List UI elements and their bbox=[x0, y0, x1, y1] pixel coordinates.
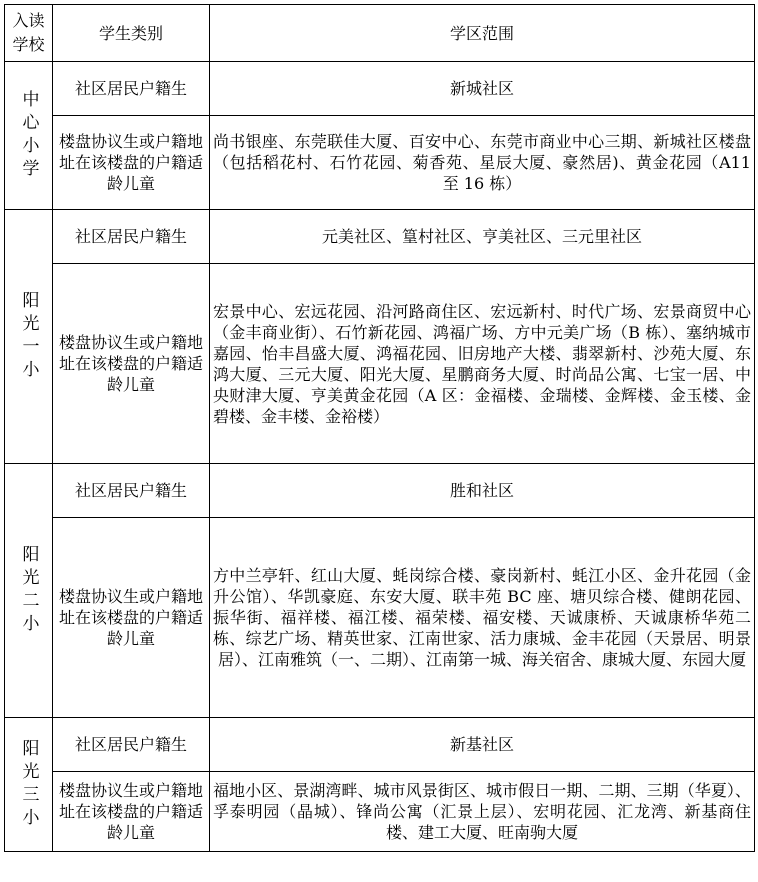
school-name: 阳光一小 bbox=[18, 290, 39, 383]
table-row bbox=[5, 210, 755, 264]
table-row bbox=[5, 772, 755, 852]
category-cell: 社区居民户籍生 bbox=[53, 62, 210, 116]
range-cell: 胜和社区 bbox=[210, 464, 755, 518]
table-row bbox=[5, 62, 755, 116]
category-cell: 楼盘协议生或户籍地址在该楼盘的户籍适龄儿童 bbox=[53, 772, 210, 852]
category-cell: 楼盘协议生或户籍地址在该楼盘的户籍适龄儿童 bbox=[53, 264, 210, 464]
table-row bbox=[5, 464, 755, 518]
range-cell: 新城社区 bbox=[210, 62, 755, 116]
school-name: 中心小学 bbox=[18, 89, 39, 182]
table-row bbox=[5, 264, 755, 464]
category-cell: 楼盘协议生或户籍地址在该楼盘的户籍适龄儿童 bbox=[53, 116, 210, 210]
table-row bbox=[5, 718, 755, 772]
header-category: 学生类别 bbox=[53, 5, 210, 62]
range-cell: 元美社区、篁村社区、亨美社区、三元里社区 bbox=[210, 210, 755, 264]
table-row bbox=[5, 116, 755, 210]
table-header-row bbox=[5, 5, 755, 62]
header-school: 入读学校 bbox=[5, 5, 53, 62]
school-name-cell bbox=[5, 210, 53, 464]
range-cell: 方中兰亭轩、红山大厦、蚝岗综合楼、豪岗新村、蚝江小区、金升花园（金升公馆）、华凯豪庭、东安大厦、联丰苑 BC 座、塘贝综合楼、健朗花园、振华街、福祥楼、福江楼、福荣楼、福安楼、天诚康桥、天诚康桥华苑二栋、综艺广场、精英世家、江南世家、活力康城、金丰花园（天景居、明景居）、江南雅筑（一、二期）、江南第一城、海关宿舍、康城大厦、东园大厦 bbox=[210, 518, 755, 718]
school-name-cell bbox=[5, 62, 53, 210]
school-name-cell bbox=[5, 464, 53, 718]
category-cell: 楼盘协议生或户籍地址在该楼盘的户籍适龄儿童 bbox=[53, 518, 210, 718]
school-district-table bbox=[4, 4, 755, 852]
range-cell: 宏景中心、宏远花园、沿河路商住区、宏远新村、时代广场、宏景商贸中心（金丰商业街）、石竹新花园、鸿福广场、方中元美广场（B 栋）、塞纳城市嘉园、怡丰昌盛大厦、鸿福花园、旧房地产大楼、翡翠新村、沙苑大厦、东鸿大厦、三元大厦、阳光大厦、星鹏商务大厦、时尚品公寓、七宝一居、中央财津大厦、亨美黄金花园（A 区：金福楼、金瑞楼、金辉楼、金玉楼、金碧楼、金丰楼、金裕楼） bbox=[210, 264, 755, 464]
school-name-cell bbox=[5, 718, 53, 852]
school-name: 阳光三小 bbox=[18, 738, 39, 831]
table-row bbox=[5, 518, 755, 718]
category-cell: 社区居民户籍生 bbox=[53, 464, 210, 518]
range-cell: 福地小区、景湖湾畔、城市风景街区、城市假日一期、二期、三期（华夏）、孚泰明园（晶城）、锋尚公寓（汇景上层）、宏明花园、汇龙湾、新基商住楼、建工大厦、旺南驹大厦 bbox=[210, 772, 755, 852]
category-cell: 社区居民户籍生 bbox=[53, 718, 210, 772]
range-cell: 新基社区 bbox=[210, 718, 755, 772]
header-range: 学区范围 bbox=[210, 5, 755, 62]
range-cell: 尚书银座、东莞联佳大厦、百安中心、东莞市商业中心三期、新城社区楼盘（包括稻花村、石竹花园、菊香苑、星辰大厦、豪然居)、黄金花园（A11 至 16 栋） bbox=[210, 116, 755, 210]
school-name: 阳光二小 bbox=[18, 544, 39, 637]
category-cell: 社区居民户籍生 bbox=[53, 210, 210, 264]
